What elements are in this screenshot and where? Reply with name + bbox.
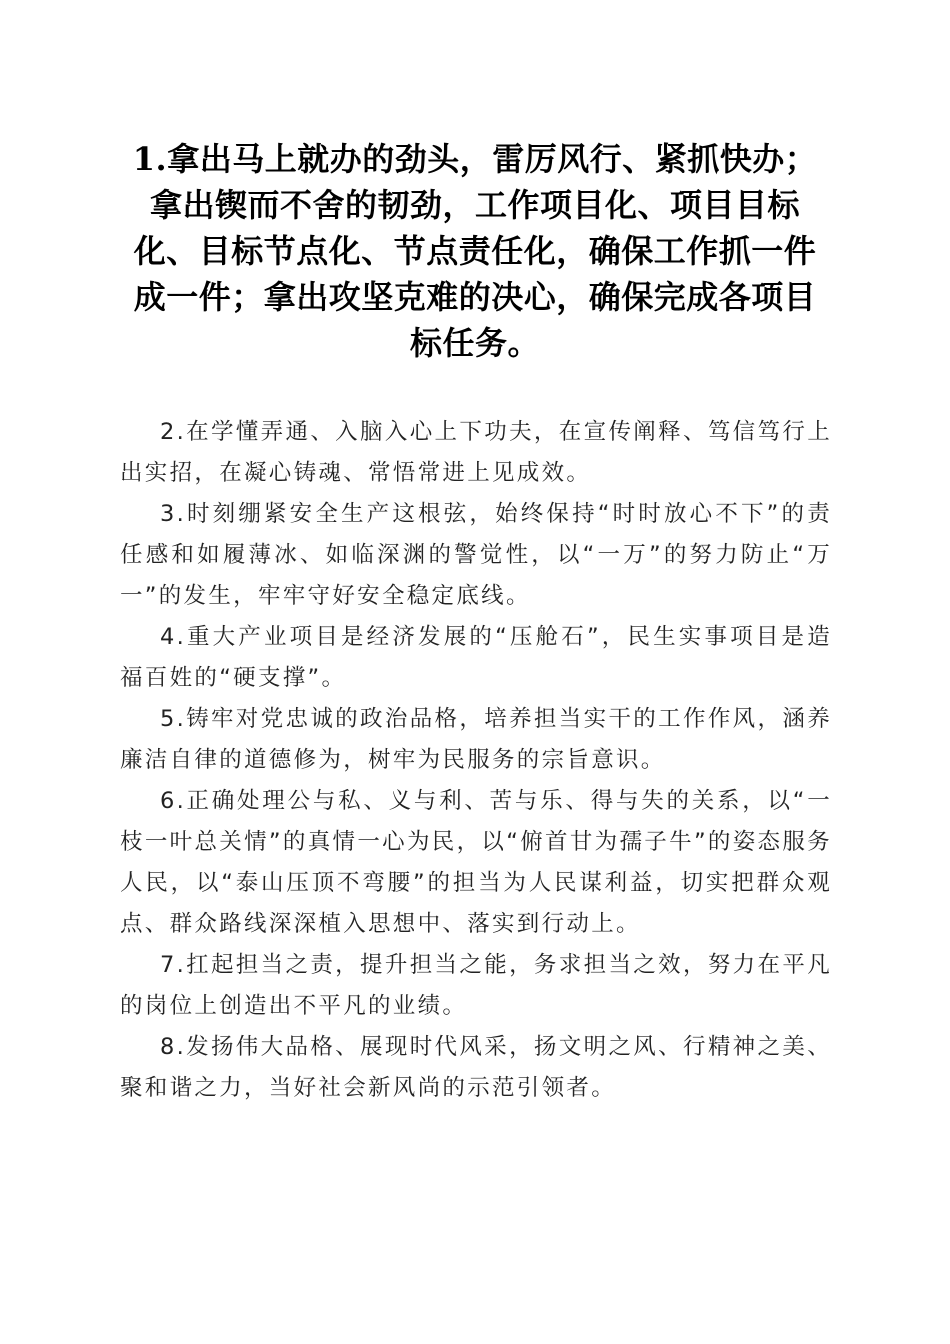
list-item-5: 5.铸牢对党忠诚的政治品格，培养担当实干的工作作风，涵养廉洁自律的道德修为，树牢为民服务的宗旨意识。 xyxy=(120,706,832,773)
list-item-8: 8.发扬伟大品格、展现时代风采，扬文明之风、行精神之美、聚和谐之力，当好社会新风尚的示范引领者。 xyxy=(120,1034,832,1101)
heading-item-1: 1.拿出马上就办的劲头，雷厉风行、紧抓快办；拿出锲而不舍的韧劲，工作项目化、项目目标化、目标节点化、节点责任化，确保工作抓一件成一件；拿出攻坚克难的决心，确保完成各项目标任务。 xyxy=(132,140,818,362)
list-item-7: 7.扛起担当之责，提升担当之能，务求担当之效，努力在平凡的岗位上创造出不平凡的业绩。 xyxy=(120,952,832,1019)
list-item-4: 4.重大产业项目是经济发展的“压舱石”，民生实事项目是造福百姓的“硬支撑”。 xyxy=(120,624,832,691)
list-item-3: 3.时刻绷紧安全生产这根弦，始终保持“时时放心不下”的责任感和如履薄冰、如临深渊的警觉性，以“一万”的努力防止“万一”的发生，牢牢守好安全稳定底线。 xyxy=(120,501,832,609)
list-item-2: 2.在学懂弄通、入脑入心上下功夫，在宣传阐释、笃信笃行上出实招，在凝心铸魂、常悟常进上见成效。 xyxy=(120,419,832,486)
document-body xyxy=(120,412,832,1109)
list-item-6: 6.正确处理公与私、义与利、苦与乐、得与失的关系，以“一枝一叶总关情”的真情一心为民，以“俯首甘为孺子牛”的姿态服务人民，以“泰山压顶不弯腰”的担当为人民谋利益，切实把群众观点、群众路线深深植入思想中、落实到行动上。 xyxy=(120,788,832,937)
